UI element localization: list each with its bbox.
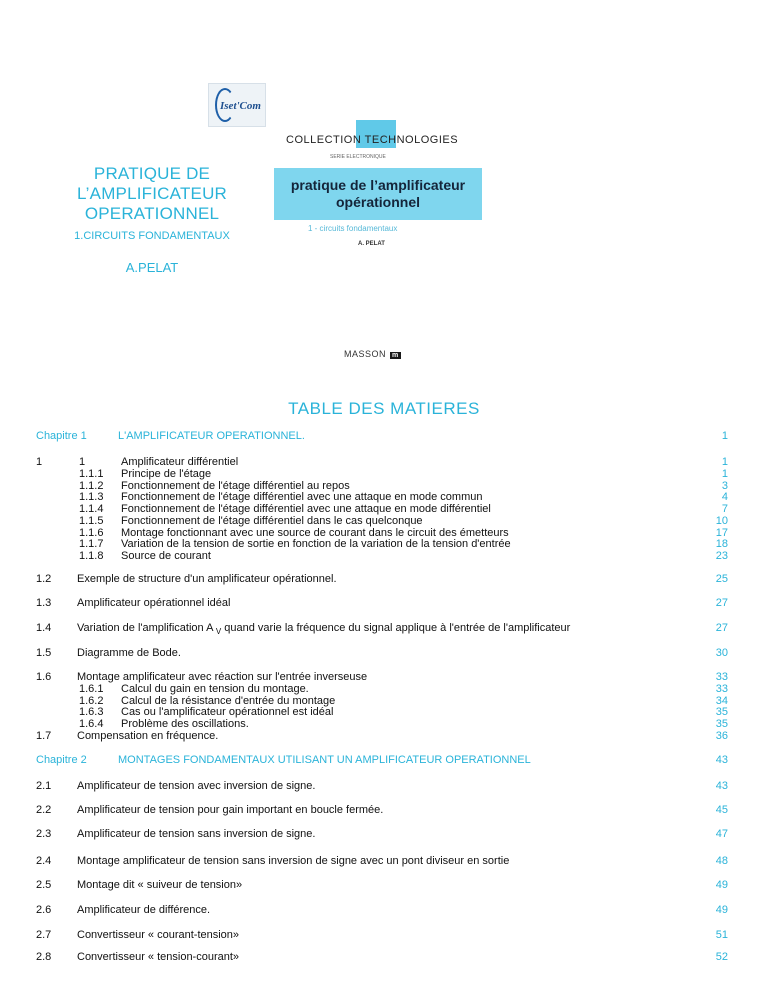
section-page: 48 [715, 855, 728, 867]
subsection-title[interactable]: Fonctionnement de l'étage différentiel avec une attaque en mode commun [121, 491, 483, 504]
subsection-page: 35 [715, 718, 728, 731]
section-page: 33 [715, 671, 728, 683]
section-num: 1.7 [36, 730, 52, 742]
publisher-mark-icon: m [392, 352, 399, 359]
section-1-title[interactable]: Amplificateur différentiel [121, 456, 239, 468]
section-1-num: 1 [36, 456, 43, 468]
section-title[interactable]: Convertisseur « courant-tension» [77, 929, 240, 941]
book-cover-image [274, 110, 486, 360]
section-title[interactable]: Amplificateur opérationnel idéal [77, 597, 231, 609]
book-collection [286, 134, 458, 146]
section-num: 2.4 [36, 855, 52, 867]
section-page: 52 [715, 951, 728, 963]
section-page: 27 [715, 597, 728, 609]
section-num: 2.7 [36, 929, 52, 941]
section-num: 1.3 [36, 597, 52, 609]
section-page: 47 [715, 828, 728, 840]
subsection-page: 3 [721, 479, 728, 492]
section-page: 30 [715, 647, 728, 659]
toc-title: TABLE DES MATIERES [288, 399, 480, 418]
subsection-num: 1.1.3 [79, 491, 104, 504]
subsection-num: 1.6.3 [79, 706, 104, 719]
section-title[interactable]: Montage dit « suiveur de tension» [77, 879, 243, 891]
section-page: 49 [715, 904, 728, 916]
subscript-v: V [215, 627, 222, 637]
publisher-name: MASSON [344, 349, 387, 359]
section-num: 1.2 [36, 573, 52, 585]
section-title[interactable]: Exemple de structure d'un amplificateur opérationnel. [77, 573, 337, 585]
section-page: 51 [715, 929, 728, 941]
document-subtitle: 1.CIRCUITS FONDAMENTAUX [74, 230, 230, 242]
section-page: 43 [715, 780, 728, 792]
book-series: SERIE ELECTRONIQUE [330, 154, 386, 160]
subsection-num: 1.6.1 [79, 683, 104, 695]
section-page: 49 [715, 879, 728, 891]
section-title[interactable]: Amplificateur de tension sans inversion de signe. [77, 828, 316, 840]
section-num: 2.5 [36, 879, 52, 891]
subsection-num: 1.6.4 [79, 718, 104, 731]
subsection-page: 7 [721, 503, 728, 516]
title-line-1: PRATIQUE DE [93, 164, 211, 183]
book-author: A. PELAT [358, 241, 385, 247]
subsection-title[interactable]: Source de courant [121, 549, 211, 562]
subsection-num: 1.1.1 [79, 468, 104, 480]
section-num: 1.6 [36, 671, 52, 683]
subsection-page: 17 [715, 526, 728, 539]
section-title[interactable]: Diagramme de Bode. [77, 647, 181, 659]
subsection-title[interactable]: Calcul du gain en tension du montage. [121, 683, 309, 695]
section-num: 2.3 [36, 828, 52, 840]
section-num: 2.2 [36, 804, 52, 816]
subsection-title[interactable]: Problème des oscillations. [121, 718, 249, 731]
publisher [344, 349, 401, 359]
subsection-title[interactable]: Principe de l'étage [121, 468, 212, 480]
book-title-band [274, 168, 482, 220]
subsection-num: 1.1.7 [79, 538, 104, 551]
document-author: A.PELAT [125, 260, 179, 275]
subsection-page: 23 [715, 549, 728, 562]
subsection-num: 1.1.6 [79, 526, 104, 539]
chapter-1-page: 1 [721, 430, 728, 442]
subsection-page: 33 [715, 683, 728, 695]
subsection-page: 18 [715, 538, 728, 551]
subsection-title[interactable]: Montage fonctionnant avec une source de courant dans le circuit des émetteurs [121, 526, 509, 539]
subsection-page: 34 [715, 694, 728, 707]
subsection-num: 1.6.2 [79, 694, 104, 707]
subsection-title[interactable]: Fonctionnement de l'étage différentiel au repos [121, 479, 350, 492]
subsection-num: 1.1.2 [79, 479, 104, 492]
subsection-page: 1 [721, 468, 728, 480]
subsection-title[interactable]: Variation de la tension de sortie en fonction de la variation de la tension d'entrée [121, 538, 511, 551]
section-num: 2.8 [36, 951, 52, 963]
section-page: 27 [715, 622, 728, 634]
subsection-page: 35 [715, 706, 728, 719]
section-num: 1.5 [36, 647, 52, 659]
subsection-num: 1.1.8 [79, 549, 104, 562]
subsection-title[interactable]: Fonctionnement de l'étage différentiel dans le cas quelconque [121, 514, 423, 527]
subsection-page: 10 [715, 514, 728, 527]
section-num: 2.1 [36, 780, 52, 792]
chapter-1-label: Chapitre 1 [36, 430, 87, 442]
subsection-num: 1.1.4 [79, 503, 104, 516]
section-title[interactable]: Convertisseur « tension-courant» [77, 951, 240, 963]
book-subtitle: 1 - circuits fondamentaux [308, 224, 398, 233]
section-title[interactable]: Montage amplificateur avec réaction sur l'entrée inverseuse [77, 671, 368, 683]
section-num: 1.4 [36, 622, 52, 634]
subsection-title[interactable]: Fonctionnement de l'étage différentiel avec une attaque en mode différentiel [121, 503, 491, 516]
chapter-2-page: 43 [715, 754, 728, 766]
subsection-page: 4 [721, 491, 728, 504]
title-line-3: OPERATIONNEL [84, 204, 220, 223]
section-page: 25 [715, 573, 728, 585]
book-title-line-2: opérationnel [335, 194, 420, 210]
section-title[interactable]: Amplificateur de tension avec inversion de signe. [77, 780, 316, 792]
chapter-2-label: Chapitre 2 [36, 754, 87, 766]
subsection-num: 1.1.5 [79, 514, 104, 527]
title-line-2: L’AMPLIFICATEUR [76, 184, 228, 203]
section-1-page: 1 [721, 456, 728, 468]
section-title[interactable]: Amplificateur de tension pour gain important en boucle fermée. [77, 804, 384, 816]
book-collection-text: COLLECTION TECHNOLOGIES [286, 134, 459, 146]
section-page: 45 [715, 804, 728, 816]
logo-text: Iset'Com [220, 100, 261, 112]
document-title-block [40, 164, 264, 275]
section-title-part-b: quand varie la fréquence du signal applique à l'entrée de l'amplificateur [224, 622, 571, 634]
book-title-line-1: pratique de l’amplificateur [290, 177, 466, 193]
chapter-1-title[interactable]: L'AMPLIFICATEUR OPERATIONNEL. [118, 430, 305, 442]
subsection-title[interactable]: Cas ou l'amplificateur opérationnel est idéal [121, 706, 334, 719]
section-num: 2.6 [36, 904, 52, 916]
section-title[interactable]: Compensation en fréquence. [77, 730, 219, 742]
section-title[interactable]: Montage amplificateur de tension sans inversion de signe avec un pont diviseur en sortie [77, 855, 510, 867]
subsection-title[interactable]: Calcul de la résistance d'entrée du montage [121, 694, 336, 707]
chapter-2-title[interactable]: MONTAGES FONDAMENTAUX UTILISANT UN AMPLIFICATEUR OPERATIONNEL [118, 754, 531, 766]
section-title-part-a: Variation de l'amplification A [77, 622, 213, 634]
section-1-num2: 1 [79, 456, 86, 468]
iset-com-logo [208, 83, 266, 127]
section-page: 36 [715, 730, 728, 742]
section-title[interactable]: Amplificateur de différence. [77, 904, 211, 916]
section-title[interactable] [77, 623, 570, 638]
